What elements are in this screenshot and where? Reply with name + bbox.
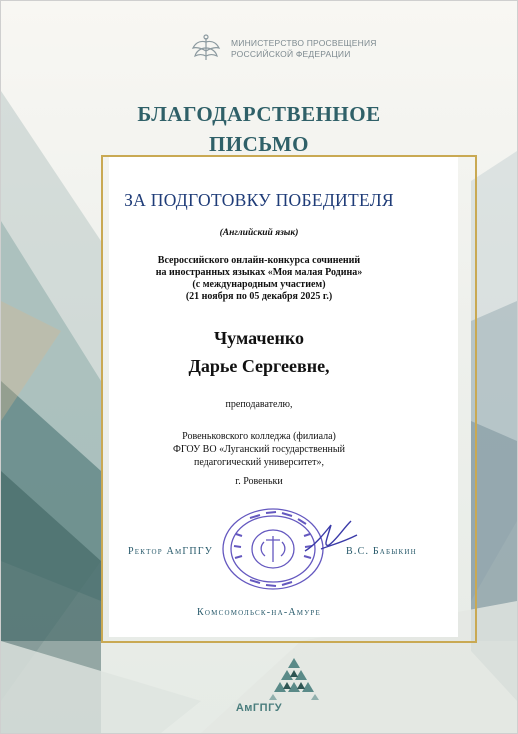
ministry-line-2: РОССИЙСКОЙ ФЕДЕРАЦИИ [231, 49, 351, 59]
signatory-name: В.С. Бабыкин [346, 546, 417, 557]
page-title-line-2: ПИСЬМО [208, 132, 310, 156]
institution-line-2: ФГОУ ВО «Луганский государственный [173, 444, 345, 455]
page-title-line-1: БЛАГОДАРСТВЕННОЕ [137, 102, 381, 126]
institution-line-3: педагогический университет», [194, 457, 324, 468]
university-brand-name: АмГПГУ [235, 702, 283, 714]
subtitle: ЗА ПОДГОТОВКУ ПОБЕДИТЕЛЯ [124, 190, 394, 210]
contest-line-3: (с международным участием) [192, 279, 326, 290]
city-label: Комсомольск-на-Амуре [197, 607, 321, 618]
ministry-header [189, 31, 377, 67]
ministry-emblem-icon [189, 32, 223, 66]
institution-line-4: г. Ровеньки [235, 476, 283, 487]
recipient-given-name: Дарье Сергеевне, [188, 356, 330, 376]
institution-line-1: Ровеньковского колледжа (филиала) [182, 431, 336, 442]
recipient-surname: Чумаченко [213, 328, 305, 348]
language-label: (Английский язык) [219, 228, 299, 238]
university-logo-icon [267, 656, 321, 700]
contest-line-2: на иностранных языках «Моя малая Родина» [155, 267, 363, 278]
signatory-position: Ректор АмГПГУ [128, 546, 214, 557]
recipient-role: преподавателю, [225, 399, 293, 410]
ministry-line-1: МИНИСТЕРСТВО ПРОСВЕЩЕНИЯ [231, 38, 377, 48]
contest-line-4: (21 ноября по 05 декабря 2025 г.) [185, 291, 333, 302]
contest-line-1: Всероссийского онлайн-конкурса сочинений [157, 255, 361, 266]
